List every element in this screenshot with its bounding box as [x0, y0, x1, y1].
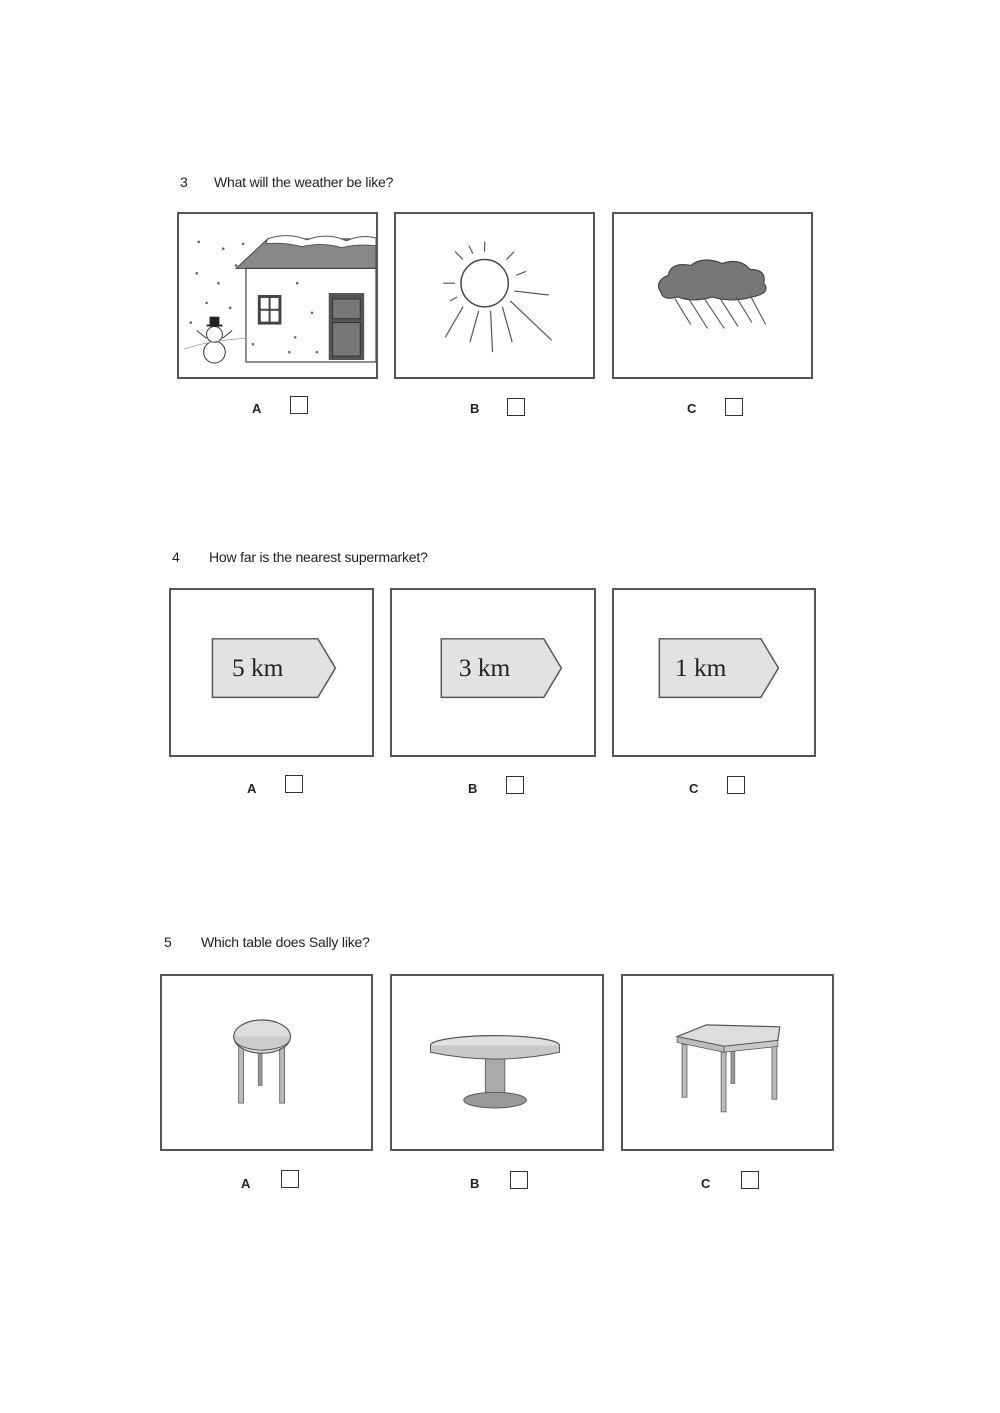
sign-text: 1 km [674, 653, 727, 682]
distance-sign-3km-icon [392, 590, 594, 755]
option-3c-checkbox[interactable] [725, 398, 743, 416]
oval-pedestal-table-icon [392, 976, 602, 1149]
option-4b-image [390, 588, 596, 757]
option-4a-image [169, 588, 374, 757]
option-5b-letter: B [470, 1176, 480, 1191]
option-5c-letter: C [701, 1176, 711, 1191]
snowy-house-icon [179, 214, 376, 377]
option-5a-image [160, 974, 373, 1151]
option-4a-letter: A [247, 781, 257, 796]
option-5a-letter: A [241, 1176, 251, 1191]
option-4a-checkbox[interactable] [285, 775, 303, 793]
question-text: How far is the nearest supermarket? [209, 549, 428, 565]
option-5c-checkbox[interactable] [741, 1171, 759, 1189]
option-3b-checkbox[interactable] [507, 398, 525, 416]
option-3b-image [394, 212, 595, 379]
sun-icon [396, 214, 593, 377]
option-4c-image [612, 588, 816, 757]
question-3-title [180, 174, 393, 190]
question-number: 5 [164, 934, 172, 950]
option-5a-checkbox[interactable] [281, 1170, 299, 1188]
option-4c-checkbox[interactable] [727, 776, 745, 794]
option-3a-letter: A [252, 401, 262, 416]
option-5b-checkbox[interactable] [510, 1171, 528, 1189]
option-3c-letter: C [687, 401, 697, 416]
question-number: 3 [180, 174, 188, 190]
small-round-table-icon [162, 976, 371, 1149]
sign-text: 3 km [458, 653, 511, 682]
option-5b-image [390, 974, 604, 1151]
option-5c-image [621, 974, 834, 1151]
option-3b-letter: B [470, 401, 480, 416]
option-4b-checkbox[interactable] [506, 776, 524, 794]
question-text: Which table does Sally like? [201, 934, 370, 950]
distance-sign-5km-icon [171, 590, 372, 755]
option-3c-image [612, 212, 813, 379]
rain-cloud-icon [614, 214, 811, 377]
sign-text: 5 km [231, 653, 284, 682]
distance-sign-1km-icon [614, 590, 814, 755]
option-4b-letter: B [468, 781, 478, 796]
question-5-title [164, 934, 370, 950]
option-3a-checkbox[interactable] [290, 396, 308, 414]
question-number: 4 [172, 549, 180, 565]
question-4-title [172, 549, 428, 565]
option-3a-image [177, 212, 378, 379]
question-text: What will the weather be like? [214, 174, 394, 190]
square-table-icon [623, 976, 832, 1149]
option-4c-letter: C [689, 781, 699, 796]
